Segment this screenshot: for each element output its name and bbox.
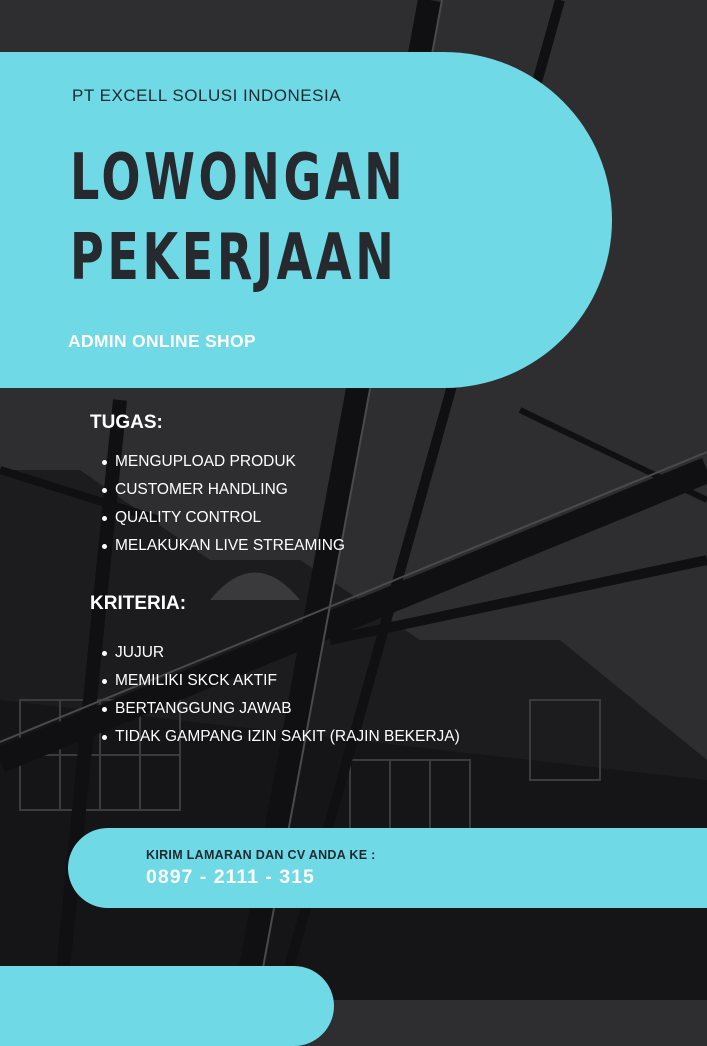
list-item: MENGUPLOAD PRODUK [100,448,345,476]
title-line-2: PEKERJAAN [70,221,398,295]
list-item: TIDAK GAMPANG IZIN SAKIT (RAJIN BEKERJA) [100,723,460,751]
bottom-decoration [0,966,334,1046]
list-item: MEMILIKI SKCK AKTIF [100,667,460,695]
list-item: CUSTOMER HANDLING [100,476,345,504]
page-title [70,138,406,298]
tugas-list [100,448,345,560]
tugas-heading: TUGAS: [90,412,163,433]
contact-phone: 0897 - 2111 - 315 [146,866,315,888]
kriteria-list [100,639,460,751]
list-item: MELAKUKAN LIVE STREAMING [100,532,345,560]
job-position: ADMIN ONLINE SHOP [68,331,256,351]
list-item: BERTANGGUNG JAWAB [100,695,460,723]
list-item: JUJUR [100,639,460,667]
contact-label: KIRIM LAMARAN DAN CV ANDA KE : [146,848,376,862]
kriteria-heading: KRITERIA: [90,593,187,614]
title-line-1: LOWONGAN [70,141,407,215]
company-name: PT EXCELL SOLUSI INDONESIA [72,86,342,105]
list-item: QUALITY CONTROL [100,504,345,532]
